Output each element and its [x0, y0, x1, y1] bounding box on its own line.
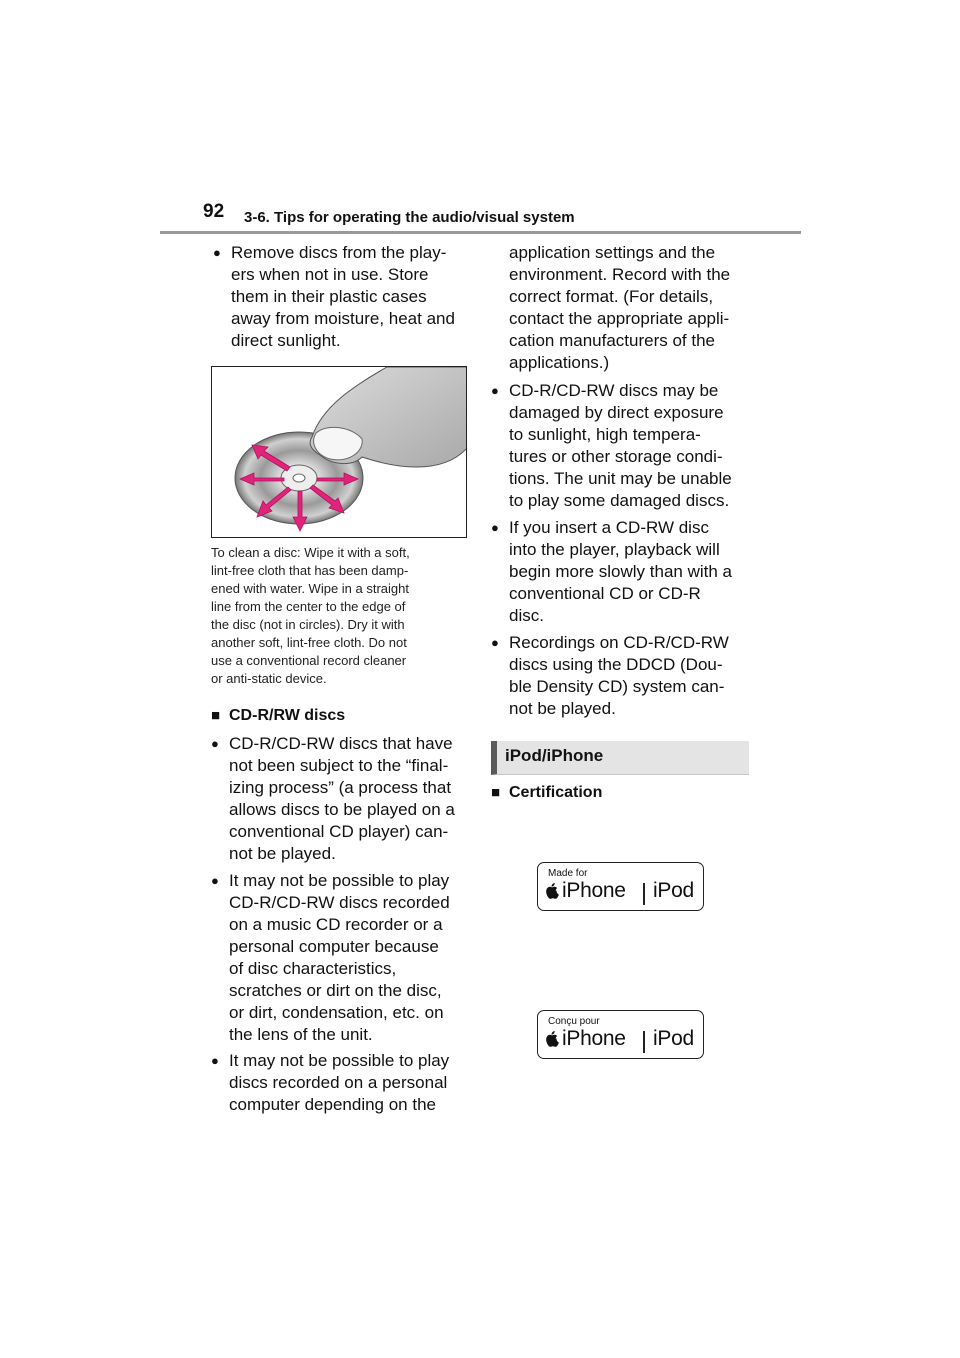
line: izing process” (a process that: [229, 778, 452, 797]
line: Remove discs from the play-: [231, 243, 447, 262]
line: damaged by direct exposure: [509, 403, 724, 422]
apple-logo-icon: [546, 1031, 560, 1048]
line: not be played.: [509, 699, 616, 718]
line: into the player, playback will: [509, 540, 720, 559]
bullet-icon: ●: [211, 736, 219, 751]
header-rule: [160, 231, 801, 234]
line: allows discs to be played on a: [229, 800, 455, 819]
page-number: 92: [203, 201, 225, 222]
line: them in their plastic cases: [231, 287, 427, 306]
square-bullet-icon: ■: [491, 784, 501, 801]
section-bar-title: iPod/iPhone: [505, 746, 604, 765]
line: cation manufacturers of the: [509, 331, 716, 350]
subheading-certification: [491, 782, 602, 804]
continuation-paragraph: [491, 242, 774, 374]
line: disc.: [509, 606, 544, 625]
bullet-icon: ●: [211, 873, 219, 888]
line: applications.): [509, 353, 610, 372]
line: personal computer because: [229, 937, 439, 956]
line: application settings and the: [509, 243, 716, 262]
bullet-personal-computer: [211, 1050, 494, 1116]
badge-small-text: Made for: [548, 868, 588, 879]
bullet-store-discs: [213, 242, 491, 352]
subheading-cdr-rw-discs: [211, 705, 345, 727]
badge-iphone-text: iPhone: [562, 1027, 626, 1050]
line: CD-R/CD-RW discs may be: [509, 381, 719, 400]
line: ers when not in use. Store: [231, 265, 429, 284]
subheading-text: CD-R/RW discs: [229, 707, 346, 724]
line: environment. Record with the: [509, 265, 731, 284]
badge-ipod-text: iPod: [653, 879, 694, 902]
bullet-cdrw: [491, 517, 774, 627]
bullet-icon: ●: [491, 383, 499, 398]
line: not be played.: [229, 844, 336, 863]
bullet-sunlight: [491, 380, 774, 512]
line: of disc characteristics,: [229, 959, 397, 978]
line: on a music CD recorder or a: [229, 915, 443, 934]
badge-ipod-text: iPod: [653, 1027, 694, 1050]
bullet-finalizing: [211, 733, 494, 865]
line: away from moisture, heat and: [231, 309, 455, 328]
bullet-icon: ●: [211, 1053, 219, 1068]
caption-line: lint-free cloth that has been damp-: [211, 563, 409, 578]
caption-line: line from the center to the edge of: [211, 599, 406, 614]
line: or dirt, condensation, etc. on: [229, 1003, 444, 1022]
line: tions. The unit may be unable: [509, 469, 732, 488]
apple-logo-icon: [546, 883, 560, 900]
line: CD-R/CD-RW discs that have: [229, 734, 453, 753]
bullet-icon: ●: [491, 520, 499, 535]
line: ble Density CD) system can-: [509, 677, 725, 696]
subheading-text: Certification: [509, 784, 603, 801]
section-bar-ipod-iphone: [491, 741, 749, 775]
bullet-icon: ●: [491, 635, 499, 650]
bullet-recorder: [211, 870, 494, 1046]
line: It may not be possible to play: [229, 1051, 450, 1070]
caption-line: ened with water. Wipe in a straight: [211, 581, 409, 596]
figure-caption: [211, 544, 473, 688]
line: contact the appropriate appli-: [509, 309, 730, 328]
line: computer depending on the: [229, 1095, 436, 1114]
line: correct format. (For details,: [509, 287, 714, 306]
bullet-icon: ●: [213, 245, 221, 260]
line: the lens of the unit.: [229, 1025, 373, 1044]
bullet-ddcd: [491, 632, 774, 720]
line: to sunlight, high tempera-: [509, 425, 701, 444]
badge-separator: [643, 1031, 645, 1053]
caption-line: the disc (not in circles). Dry it with: [211, 617, 405, 632]
caption-line: use a conventional record cleaner: [211, 653, 407, 668]
line: to play some damaged discs.: [509, 491, 730, 510]
line: conventional CD or CD-R: [509, 584, 701, 603]
line: scratches or dirt on the disc,: [229, 981, 442, 1000]
line: It may not be possible to play: [229, 871, 450, 890]
section-header-title: 3-6. Tips for operating the audio/visual system: [244, 209, 575, 226]
disc-cleaning-figure: [211, 366, 467, 538]
line: conventional CD player) can-: [229, 822, 449, 841]
line: begin more slowly than with a: [509, 562, 733, 581]
badge-small-text: Conçu pour: [548, 1016, 600, 1027]
line: direct sunlight.: [231, 331, 341, 350]
line: discs using the DDCD (Dou-: [509, 655, 723, 674]
line: Recordings on CD-R/CD-RW: [509, 633, 729, 652]
concu-pour-iphone-ipod-badge: [537, 1010, 704, 1059]
caption-line: or anti-static device.: [211, 671, 327, 686]
line: tures or other storage condi-: [509, 447, 723, 466]
caption-line: another soft, lint-free cloth. Do not: [211, 635, 407, 650]
disc-cleaning-illustration: [212, 367, 467, 538]
line: CD-R/CD-RW discs recorded: [229, 893, 450, 912]
line: discs recorded on a personal: [229, 1073, 448, 1092]
caption-line: To clean a disc: Wipe it with a soft,: [211, 545, 410, 560]
square-bullet-icon: ■: [211, 707, 221, 724]
line: not been subject to the “final-: [229, 756, 449, 775]
badge-separator: [643, 883, 645, 905]
line: If you insert a CD-RW disc: [509, 518, 709, 537]
made-for-iphone-ipod-badge: [537, 862, 704, 911]
badge-iphone-text: iPhone: [562, 879, 626, 902]
